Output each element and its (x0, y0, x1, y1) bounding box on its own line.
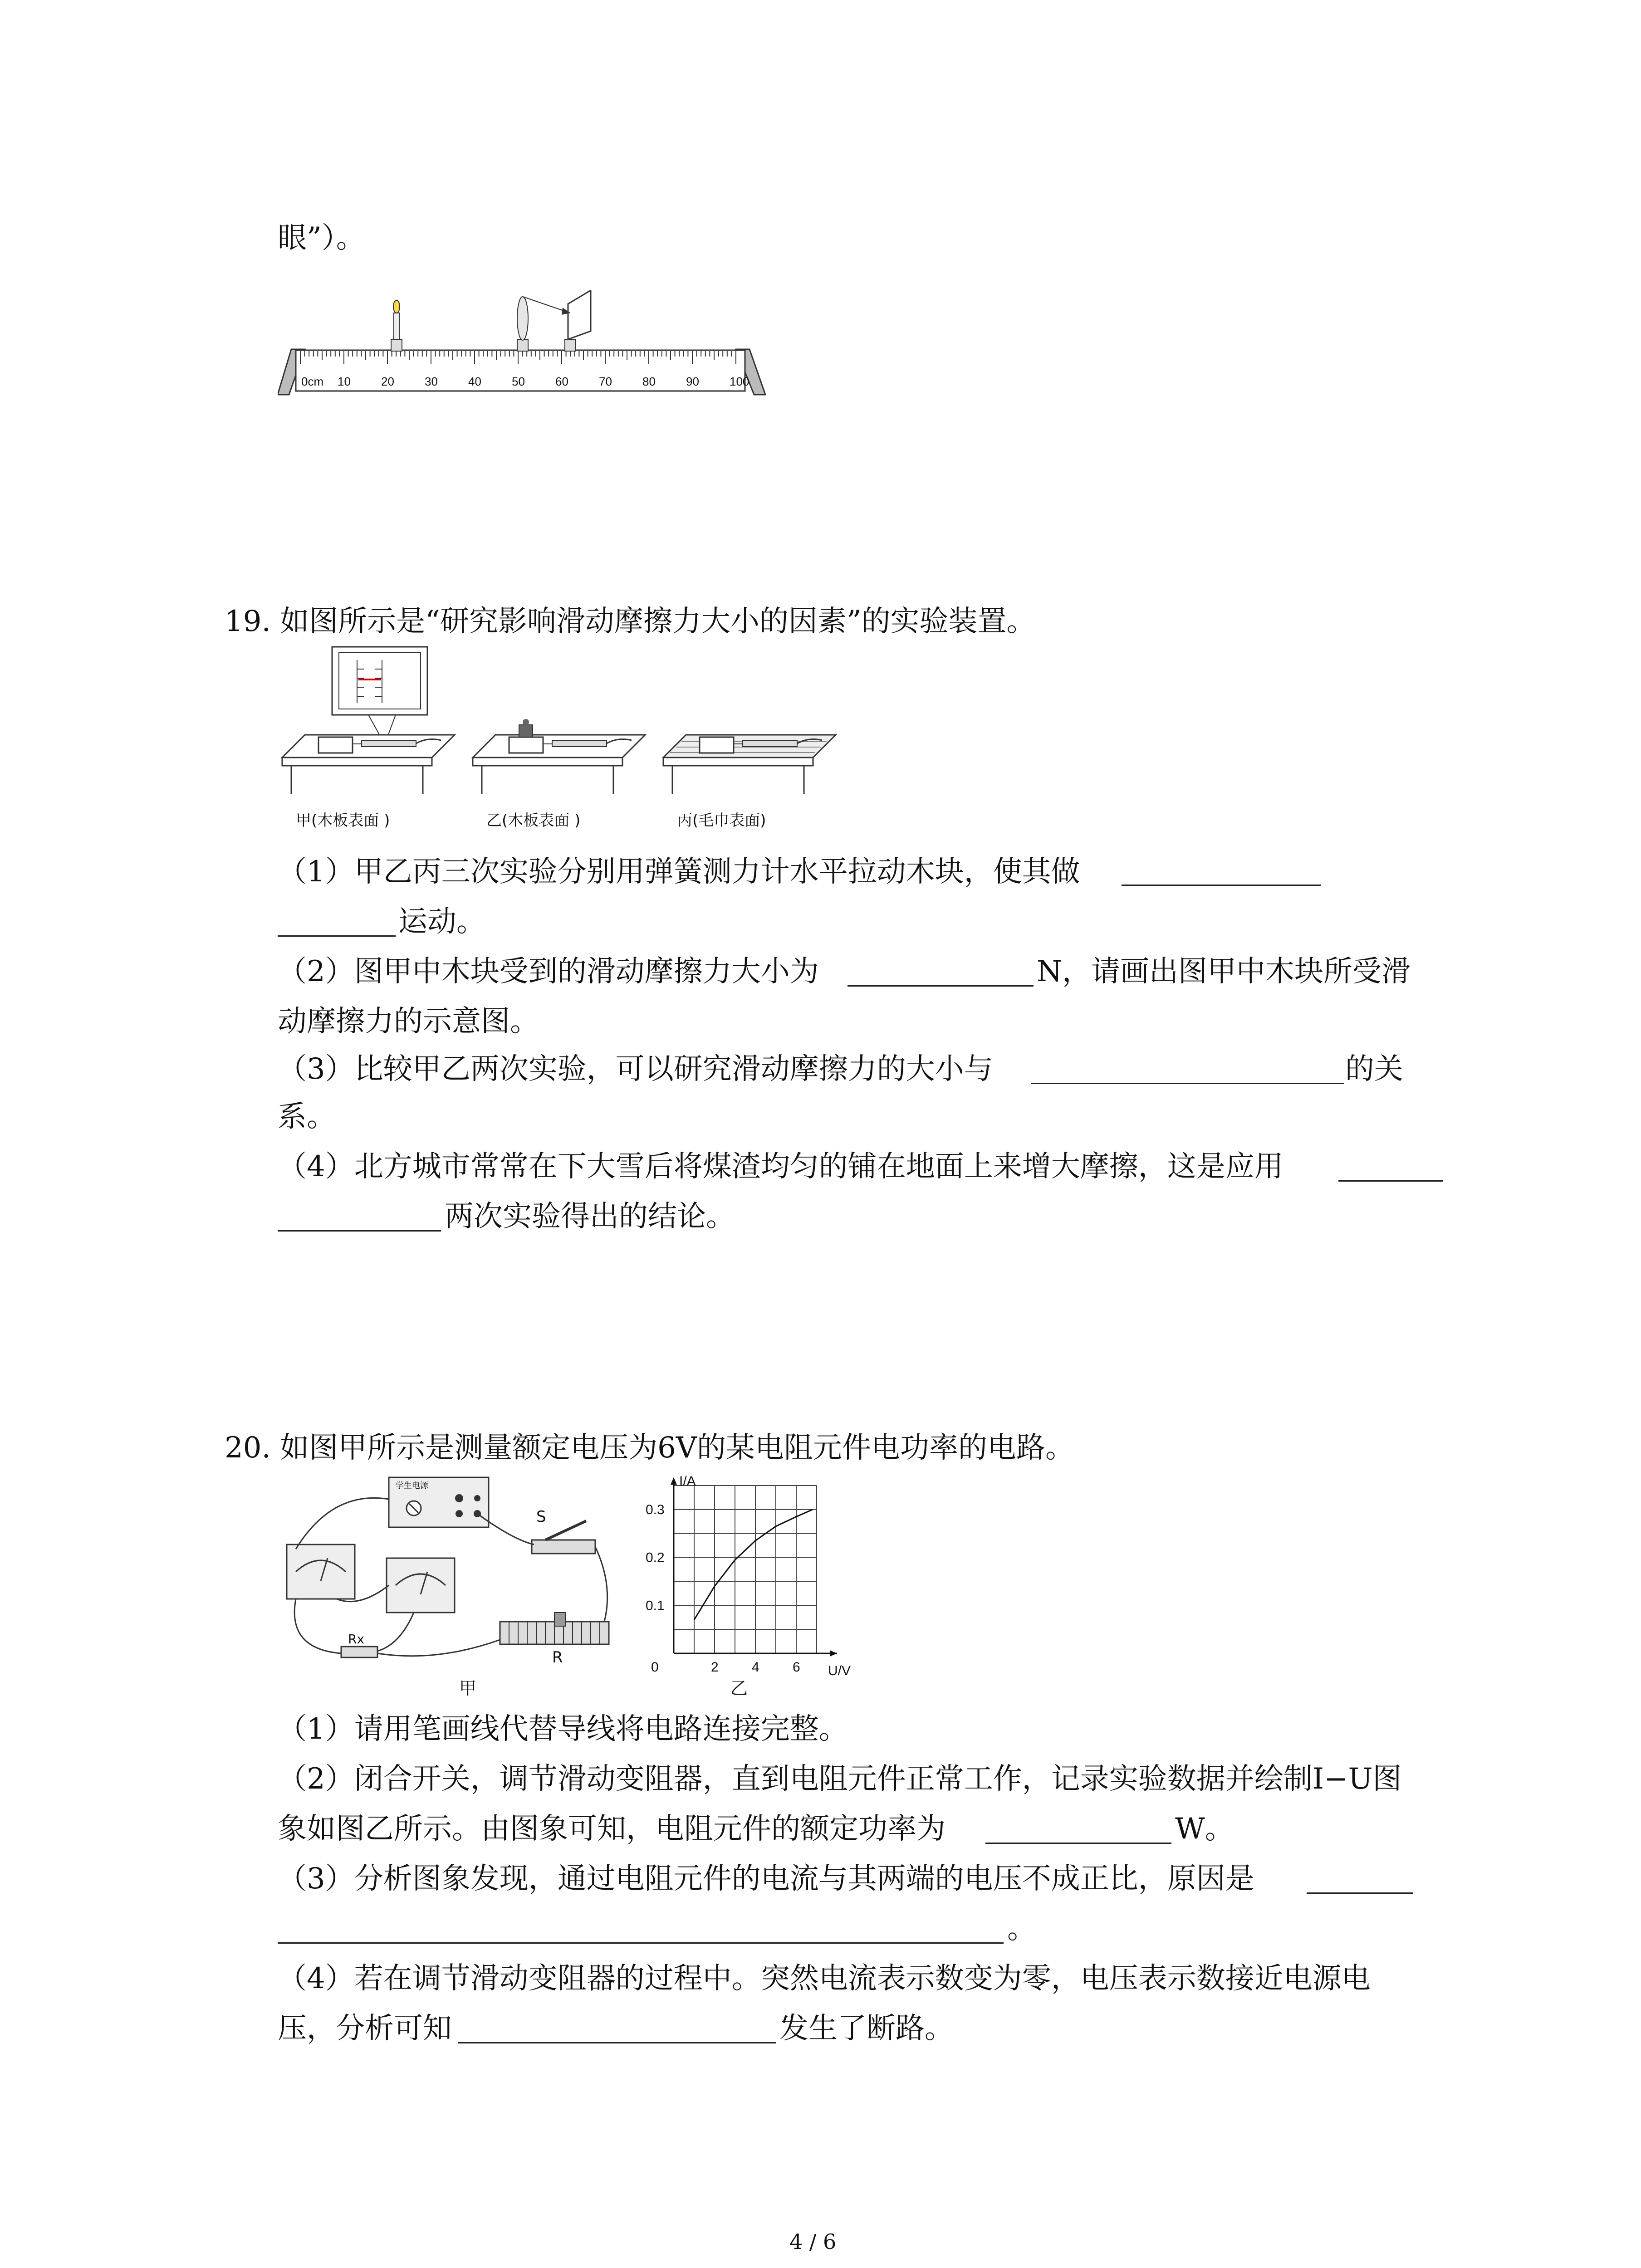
optical-bench-figure (278, 290, 768, 404)
setup-bing (663, 735, 836, 794)
rx-label: Rx (348, 1632, 365, 1647)
y-tick-label: 0.1 (646, 1598, 665, 1613)
screen-holder (565, 339, 576, 351)
y-tick-label: 0.2 (646, 1550, 665, 1565)
convex-lens (517, 297, 528, 340)
wood-block-bing (700, 737, 734, 753)
q19-p4-blank-b[interactable] (278, 1230, 441, 1232)
q20-stem: 20. 如图甲所示是测量额定电压为6V的某电阻元件电功率的电路。 (225, 1431, 1075, 1465)
q20-p2-line1: （2）闭合开关，调节滑动变阻器，直到电阻元件正常工作，记录实验数据并绘制I−U图 (278, 1762, 1402, 1796)
ammeter (287, 1545, 355, 1599)
voltmeter (387, 1558, 455, 1613)
q20-p3-line2: 。 (1007, 1912, 1036, 1945)
candle-flame (393, 300, 400, 313)
lens-holder (517, 339, 528, 351)
light-screen (568, 290, 591, 339)
q19-p1-line2: 运动。 (398, 905, 485, 938)
q19-p1-line1: （1）甲乙丙三次实验分别用弹簧测力计水平拉动木块，使其做 (278, 855, 1080, 889)
setup-yi (473, 719, 645, 794)
q20-p4-line2b: 发生了断路。 (779, 2012, 954, 2045)
q20-p4-line1: （4）若在调节滑动变阻器的过程中。突然电流表示数变为零，电压表示数接近电源电 (278, 1962, 1371, 1995)
bench-tick-label: 40 (468, 375, 481, 388)
page-number: 4 / 6 (789, 2229, 837, 2254)
caption-bing: 丙(毛巾表面) (677, 811, 766, 830)
q20-p3-blank-a[interactable] (1307, 1892, 1413, 1894)
bench-tick-label: 30 (425, 375, 438, 388)
weight-yi (519, 725, 533, 737)
circuit-figure (278, 1472, 622, 1699)
rheostat-label: R (552, 1648, 563, 1667)
q19-p4-line1: （4）北方城市常常在下大雪后将煤渣均匀的铺在地面上来增大摩擦，这是应用 (278, 1150, 1283, 1183)
power-terminal-neg (456, 1510, 463, 1517)
power-supply-label: 学生电源 (396, 1481, 428, 1491)
switch-label: S (536, 1508, 546, 1526)
wood-block-jia (318, 737, 353, 753)
q20-p1: （1）请用笔画线代替导线将电路连接完整。 (278, 1712, 848, 1746)
chart-caption: 乙 (730, 1679, 748, 1698)
switch-lever (545, 1521, 586, 1540)
x-tick-label: 4 (752, 1660, 759, 1675)
switch-base (532, 1540, 595, 1554)
q19-p2-line1b: N，请画出图甲中木块所受滑 (1037, 955, 1411, 988)
x-tick-label: 0 (651, 1660, 659, 1675)
q19-p3-line1b: 的关 (1345, 1052, 1403, 1086)
iu-chart (633, 1472, 869, 1699)
rheostat-slider (554, 1613, 565, 1626)
wood-block-yi (509, 737, 543, 753)
bench-tick-label: 70 (599, 375, 612, 388)
q18-tail: 眼”）。 (278, 221, 365, 255)
y-tick-label: 0.3 (646, 1502, 665, 1517)
x-tick-label: 2 (711, 1660, 719, 1675)
bench-tick-label: 100 (730, 375, 749, 388)
bench-tick-label: 60 (555, 375, 568, 388)
q19-p3-line2: 系。 (278, 1100, 336, 1134)
spring-scale-bing (743, 740, 797, 747)
friction-apparatus-figure (278, 644, 840, 844)
candle-holder (391, 339, 402, 351)
q20-p4-blank[interactable] (458, 2042, 776, 2043)
iu-curve (694, 1510, 813, 1620)
x-axis-label: U/V (828, 1663, 851, 1678)
candle (394, 313, 399, 339)
q20-p2-line2b: W。 (1175, 1812, 1234, 1846)
x-axis-arrow (830, 1650, 837, 1657)
q20-p3-blank-b[interactable] (278, 1942, 1004, 1944)
spring-scale-yi (552, 740, 607, 747)
spring-scale-jia (362, 740, 416, 747)
bench-tick-label: 80 (642, 375, 656, 388)
q19-p3-line1a: （3）比较甲乙两次实验，可以研究滑动摩擦力的大小与 (278, 1052, 993, 1086)
circuit-caption: 甲 (459, 1678, 477, 1698)
q19-p1-blank-a[interactable] (1122, 885, 1321, 886)
q19-stem: 19. 如图所示是“研究影响滑动摩擦力大小的因素”的实验装置。 (225, 605, 1036, 638)
q19-p2-line1a: （2）图甲中木块受到的滑动摩擦力大小为 (278, 955, 819, 988)
q19-p2-blank[interactable] (847, 985, 1034, 987)
q19-p1-blank-b[interactable] (278, 935, 396, 937)
scale-magnifier-inner (339, 652, 421, 709)
setup-jia (282, 735, 455, 794)
q20-p4-line2a: 压，分析可知 (278, 2012, 452, 2045)
bench-tick-label: 90 (686, 375, 699, 388)
x-tick-label: 6 (793, 1660, 800, 1675)
caption-jia: 甲(木板表面 ) (296, 811, 390, 830)
q19-p4-line2: 两次实验得出的结论。 (445, 1200, 735, 1233)
q19-p4-blank-a[interactable] (1338, 1180, 1443, 1182)
q19-p2-line2: 动摩擦力的示意图。 (278, 1005, 539, 1038)
bench-tick-label: 10 (338, 375, 351, 388)
q20-p3-line1: （3）分析图象发现，通过电阻元件的电流与其两端的电压不成正比，原因是 (278, 1862, 1254, 1896)
caption-yi: 乙(木板表面 ) (486, 811, 581, 830)
q19-p3-blank[interactable] (1031, 1083, 1344, 1084)
y-axis-arrow (671, 1477, 677, 1485)
bench-tick-label: 0cm (301, 375, 324, 388)
q20-p2-blank[interactable] (985, 1843, 1171, 1844)
bench-tick-label: 50 (512, 375, 525, 388)
q20-p2-line2a: 象如图乙所示。由图象可知，电阻元件的额定功率为 (278, 1812, 945, 1846)
resistor-rx (341, 1647, 377, 1657)
bench-tick-label: 20 (381, 375, 394, 388)
y-axis-label: I/A (679, 1474, 696, 1489)
